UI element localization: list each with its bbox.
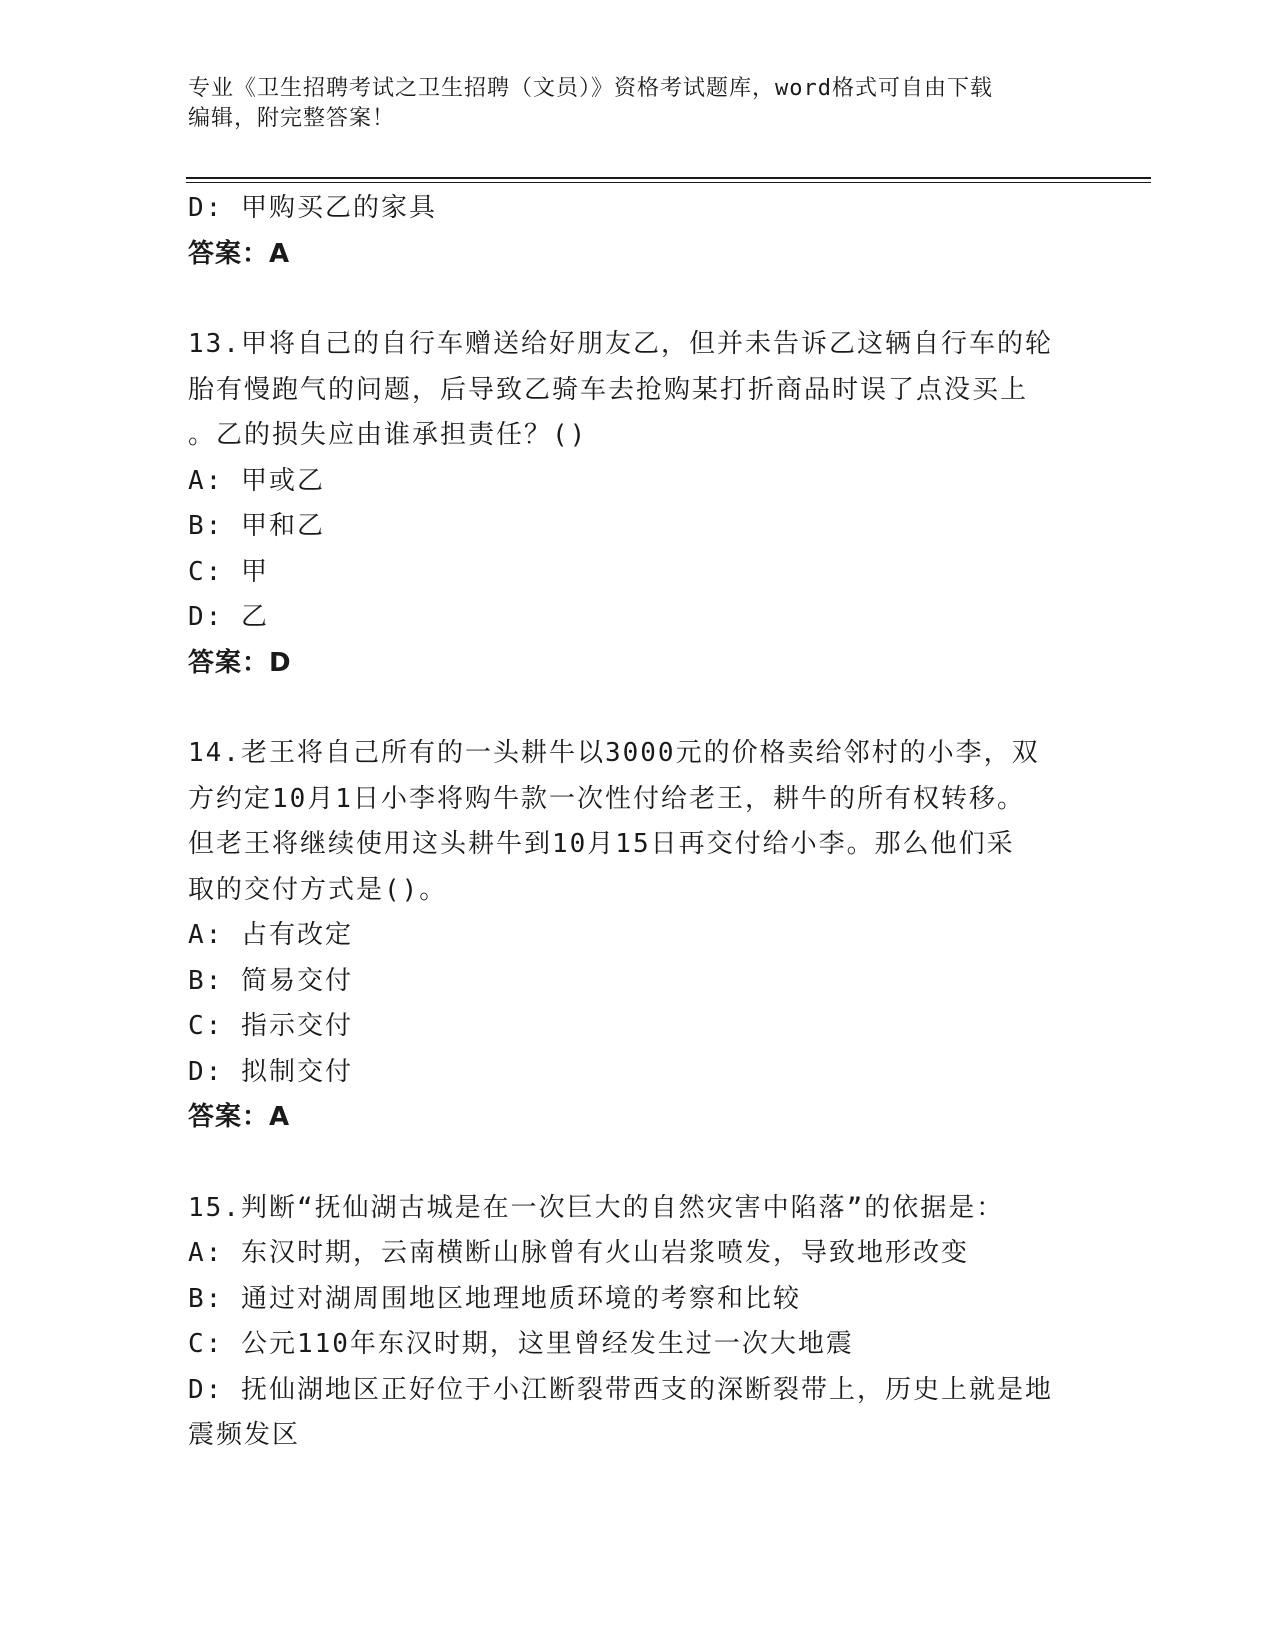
question-14 bbox=[188, 731, 1088, 913]
prev-answer: 答案：A bbox=[188, 238, 291, 269]
q15-option-b: B: 通过对湖周围地区地理地质环境的考察和比较 bbox=[188, 1283, 801, 1314]
prev-option-d: D: 甲购买乙的家具 bbox=[188, 193, 437, 223]
q15-option-d-continued: 震频发区 bbox=[188, 1420, 301, 1450]
q13-option-d: D: 乙 bbox=[188, 602, 269, 632]
question-text-line: 但老王将继续使用这头耕牛到10月15日再交付给小李。那么他们采 bbox=[188, 829, 1015, 859]
q14-answer: 答案：A bbox=[188, 1102, 291, 1132]
q14-option-d: D: 拟制交付 bbox=[188, 1056, 353, 1087]
q13-option-a: A: 甲或乙 bbox=[188, 465, 325, 496]
q14-option-b: B: 简易交付 bbox=[188, 965, 353, 996]
document-body bbox=[188, 186, 1088, 1459]
question-text-line: 13.甲将自己的自行车赠送给好朋友乙，但并未告诉乙这辆自行车的轮 bbox=[188, 329, 1053, 359]
q15-option-d: D: 抚仙湖地区正好位于小江断裂带西支的深断裂带上，历史上就是地 bbox=[188, 1374, 1053, 1405]
page-header bbox=[188, 74, 1068, 134]
q13-option-b: B: 甲和乙 bbox=[188, 511, 325, 541]
spacer bbox=[188, 686, 1088, 731]
question-13 bbox=[188, 322, 1088, 459]
q15-option-c: C: 公元110年东汉时期，这里曾经发生过一次大地震 bbox=[188, 1329, 854, 1359]
q13-answer: 答案：D bbox=[188, 647, 292, 678]
header-line-2: 编辑，附完整答案！ bbox=[188, 106, 396, 131]
header-double-rule bbox=[186, 177, 1151, 183]
q15-option-a: A: 东汉时期，云南横断山脉曾有火山岩浆喷发，导致地形改变 bbox=[188, 1238, 969, 1268]
question-text-line: 。乙的损失应由谁承担责任？() bbox=[188, 420, 588, 450]
question-text-line: 胎有慢跑气的问题，后导致乙骑车去抢购某打折商品时误了点没买上 bbox=[188, 374, 1029, 405]
q13-option-c: C: 甲 bbox=[188, 556, 269, 587]
question-text-line: 取的交付方式是()。 bbox=[188, 874, 448, 905]
spacer bbox=[188, 1141, 1088, 1186]
question-text-line: 15.判断“抚仙湖古城是在一次巨大的自然灾害中陷落”的依据是： bbox=[188, 1192, 1005, 1223]
question-text-line: 14.老王将自己所有的一头耕牛以3000元的价格卖给邻村的小李，双 bbox=[188, 738, 1040, 768]
spacer bbox=[188, 277, 1088, 322]
question-15 bbox=[188, 1186, 1088, 1232]
question-text-line: 方约定10月1日小李将购牛款一次性付给老王，耕牛的所有权转移。 bbox=[188, 783, 1025, 814]
header-line-1: 专业《卫生招聘考试之卫生招聘（文员）》资格考试题库，word格式可自由下载 bbox=[188, 76, 993, 101]
q14-option-a: A: 占有改定 bbox=[188, 920, 353, 950]
q14-option-c: C: 指示交付 bbox=[188, 1011, 353, 1041]
